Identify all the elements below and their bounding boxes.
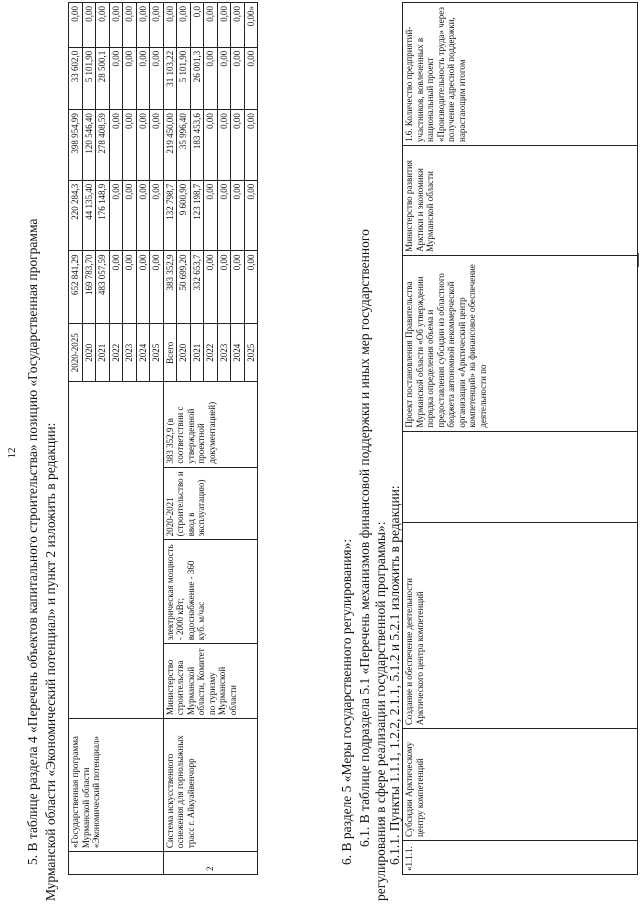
value-cell: 28 500,1	[96, 47, 110, 109]
program-name: «Государственная программа Мурманской области «Экономический потенциал»	[69, 719, 164, 852]
value-cell: 278 408,59	[96, 110, 110, 181]
year-cell: 2024	[136, 324, 150, 382]
value-cell: 44 135,40	[82, 180, 96, 251]
value-cell: 0,00	[231, 110, 245, 181]
year-cell: 2024	[231, 324, 245, 382]
value-cell: 0,00	[217, 251, 231, 324]
value-cell: 0,0	[190, 3, 204, 48]
value-cell: 0,00	[150, 3, 164, 48]
value-cell: 0,00	[150, 110, 164, 181]
measure-number: «1.1.1.	[403, 841, 638, 875]
value-cell: 0,00	[244, 251, 258, 324]
value-cell: 0,00	[123, 3, 137, 48]
value-cell: 0,00	[231, 3, 245, 48]
paragraph-5-line-1: 5. В таблице раздела 4 «Перечень объектов капитального строительства» позицию «Государственная программа	[25, 218, 40, 865]
value-cell: 0,00	[82, 3, 96, 48]
year-cell: 2022	[204, 324, 218, 382]
paragraph-6: 6. В разделе 5 «Меры государственного регулирования»:	[339, 538, 354, 865]
value-cell: 0,00	[231, 47, 245, 109]
capacity: электрическая мощность - 2000 кВт; водоснабжение - 360 куб. м/час	[163, 540, 258, 644]
value-cell: 0,00	[123, 251, 137, 324]
measure-indicator: 1.6. Количество предприятий-участников, вовлеченных в национальный проект «Производительность труда» через получение адресной поддержки, нарастающим итогом	[403, 3, 638, 146]
value-cell: 0,00	[109, 180, 123, 251]
value-cell: 9 600,90	[177, 180, 191, 251]
value-cell: 0,00»	[244, 3, 258, 48]
year-cell: 2025	[244, 324, 258, 382]
value-cell: 50 699,20	[177, 251, 191, 324]
year-cell: 2021	[96, 324, 110, 382]
year-cell: 2023	[217, 324, 231, 382]
value-cell: 0,00	[123, 180, 137, 251]
value-cell: 0,00	[150, 47, 164, 109]
value-cell: 5 101,90	[82, 47, 96, 109]
year-cell: 2022	[109, 324, 123, 382]
value-cell: 398 954,99	[69, 110, 83, 181]
value-cell: 31 103,22	[163, 47, 177, 109]
value-cell: 0,00	[136, 47, 150, 109]
value-cell: 0,00	[136, 3, 150, 48]
measure-content: Создание и обеспечение деятельности Арктического центра компетенций	[403, 523, 638, 729]
value-cell: 0,00	[163, 3, 177, 48]
value-cell: 0,00	[217, 3, 231, 48]
value-cell: 0,00	[123, 47, 137, 109]
value-cell: 0,00	[204, 47, 218, 109]
table-row	[163, 3, 177, 875]
support-measures-table	[402, 2, 638, 875]
value-cell: 123 198,7	[190, 180, 204, 251]
table-row	[403, 3, 638, 875]
value-cell: 0,00	[204, 180, 218, 251]
measure-act: Проект постановления Правительства Мурманской области «Об утверждении порядка определения объема и предоставления субсидии из областного бюджета автономной некоммерческой организации «Арктический центр компетенций» на финансовое обеспечение деятельности по	[403, 255, 638, 431]
footer-dash	[638, 253, 639, 267]
paragraph-6-1-line-1: 6.1. В таблице подраздела 5.1 «Перечень механизмов финансовой поддержки и иных мер государственного	[357, 229, 372, 847]
year-cell: 2025	[150, 324, 164, 382]
row-number: 2	[163, 852, 258, 875]
value-cell: 0,00	[123, 110, 137, 181]
value-cell: 0,00	[177, 3, 191, 48]
value-cell: 0,00	[204, 251, 218, 324]
page-number: 12	[6, 447, 18, 459]
value-cell: 120 546,40	[82, 110, 96, 181]
value-cell: 0,00	[217, 47, 231, 109]
value-cell: 183 453,6	[190, 110, 204, 181]
value-cell: 0,00	[150, 180, 164, 251]
value-cell: 132 798,7	[163, 180, 177, 251]
measure-period	[403, 431, 638, 523]
value-cell: 0,00	[109, 47, 123, 109]
year-cell: 2020-2025	[69, 324, 83, 382]
value-cell: 0,00	[136, 251, 150, 324]
measure-executor: Министерство развития Арктики и экономики Мурманской области	[403, 145, 638, 255]
estimated-cost: 383 352,9 (в соответствии с утвержденной проектной документацией)	[163, 382, 258, 467]
value-cell: 0,00	[69, 3, 83, 48]
value-cell: 0,00	[244, 180, 258, 251]
value-cell: 0,00	[204, 110, 218, 181]
value-cell: 0,00	[244, 47, 258, 109]
paragraph-6-1-line-2: регулирования в сфере реализации государственной программы»:	[373, 521, 388, 901]
value-cell: 652 841,29	[69, 251, 83, 324]
value-cell: 219 450,00	[163, 110, 177, 181]
value-cell: 0,00	[150, 251, 164, 324]
value-cell: 26 001,3	[190, 47, 204, 109]
value-cell: 0,00	[231, 180, 245, 251]
year-cell: 2021	[190, 324, 204, 382]
value-cell: 0,00	[136, 180, 150, 251]
paragraph-5-line-2: Мурманской области «Экономический потенциал» и пункт 2 изложить в редакции:	[43, 422, 58, 901]
value-cell: 332 653,7	[190, 251, 204, 324]
measure-name: Субсидии Арктическому центру компетенций	[403, 729, 638, 841]
object-name: Система искусственного оснежения для горнолыжных трасс г. Айкуайвенчорр	[163, 719, 258, 852]
value-cell: 483 057,59	[96, 251, 110, 324]
capital-construction-table	[68, 2, 258, 875]
value-cell: 5 101,90	[177, 47, 191, 109]
value-cell: 0,00	[204, 3, 218, 48]
responsible-executor: Министерство строительства Мурманской области, Комитет по туризму Мурманской области	[163, 644, 258, 719]
value-cell: 0,00	[231, 251, 245, 324]
value-cell: 0,00	[96, 3, 110, 48]
table-row	[69, 3, 83, 875]
value-cell: 169 783,70	[82, 251, 96, 324]
value-cell: 35 996,40	[177, 110, 191, 181]
year-cell: 2020	[82, 324, 96, 382]
construction-period: 2020-2021 (строительство и ввод в эксплуатацию)	[163, 467, 258, 540]
value-cell: 0,00	[109, 3, 123, 48]
value-cell: 33 602,0	[69, 47, 83, 109]
value-cell: 0,00	[136, 110, 150, 181]
empty-cell	[69, 852, 164, 875]
year-cell: 2023	[123, 324, 137, 382]
year-cell: 2020	[177, 324, 191, 382]
value-cell: 0,00	[244, 110, 258, 181]
value-cell: 176 148,9	[96, 180, 110, 251]
value-cell: 0,00	[109, 251, 123, 324]
paragraph-6-1-1: 6.1.1. Пункты 1.1.1, 1.2.2, 2.1.1, 5.1.2 и 5.2.1 изложить в редакции:	[387, 485, 402, 865]
value-cell: 0,00	[217, 180, 231, 251]
year-cell: Всего	[163, 324, 177, 382]
value-cell: 220 284,3	[69, 180, 83, 251]
empty-cell	[69, 382, 164, 719]
value-cell: 0,00	[109, 110, 123, 181]
value-cell: 0,00	[217, 110, 231, 181]
value-cell: 383 352,9	[163, 251, 177, 324]
